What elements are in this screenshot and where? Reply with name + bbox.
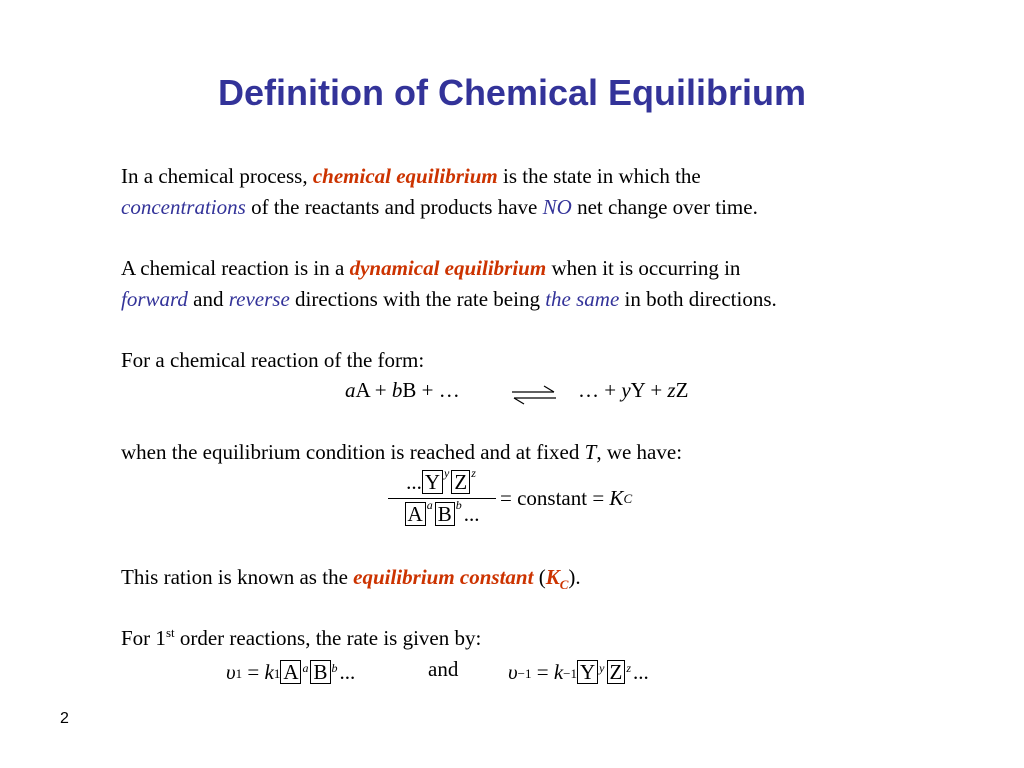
equilibrium-arrow-icon bbox=[510, 383, 558, 409]
text: net change over time. bbox=[571, 195, 758, 219]
term-forward: forward bbox=[121, 287, 188, 311]
ellipsis: + … bbox=[416, 378, 460, 402]
variable-t: T bbox=[584, 440, 597, 464]
text: when the equilibrium condition is reached and at fixed bbox=[121, 440, 585, 464]
reaction-right-side bbox=[578, 378, 688, 402]
paragraph-reaction-form: For a chemical reaction of the form: bbox=[121, 348, 425, 372]
species-y: Y bbox=[630, 378, 646, 402]
text: of the reactants and products have bbox=[245, 195, 543, 219]
equals: = bbox=[531, 660, 554, 684]
rate-equation-reverse: υ −1 = k −1 Y y Z z ... bbox=[508, 660, 649, 684]
ellipsis: … + bbox=[578, 378, 622, 402]
text: in both directions. bbox=[619, 287, 777, 311]
k-subscript: C bbox=[559, 577, 569, 593]
term-concentrations: concentrations bbox=[121, 195, 246, 219]
species-z: Z bbox=[675, 378, 689, 402]
exp-z: z bbox=[471, 466, 476, 480]
coef-z: z bbox=[667, 378, 676, 402]
species-a: A bbox=[355, 378, 370, 402]
conc-y: Y bbox=[422, 470, 443, 494]
text: For 1 bbox=[121, 626, 166, 650]
ellipsis: ... bbox=[633, 660, 649, 684]
reaction-left-side bbox=[345, 378, 460, 402]
conc-y: Y bbox=[577, 660, 598, 684]
k-symbol: K bbox=[609, 486, 624, 510]
text: is the state in which the bbox=[497, 164, 701, 188]
text: A chemical reaction is in a bbox=[121, 256, 350, 280]
text: ). bbox=[568, 565, 581, 589]
paragraph-first-order bbox=[121, 626, 481, 650]
page-number: 2 bbox=[60, 710, 69, 727]
exp-b: b bbox=[331, 661, 338, 675]
term-equilibrium-constant: equilibrium constant bbox=[353, 565, 534, 589]
slide-title: Definition of Chemical Equilibrium bbox=[217, 72, 807, 113]
k-symbol: K bbox=[545, 565, 560, 589]
equals: = bbox=[242, 660, 265, 684]
conc-a: A bbox=[280, 660, 301, 684]
paragraph-definition-line-2 bbox=[121, 195, 758, 219]
text: This ration is known as the bbox=[121, 565, 354, 589]
exp-a: a bbox=[426, 498, 433, 512]
paragraph-dynamic-line-1 bbox=[121, 256, 740, 280]
fraction bbox=[388, 466, 496, 527]
exp-b: b bbox=[455, 498, 462, 512]
exp-a: a bbox=[302, 661, 309, 675]
text: when it is occurring in bbox=[546, 256, 741, 280]
paragraph-definition-line-1 bbox=[121, 164, 701, 188]
text: , we have: bbox=[596, 440, 683, 464]
text: In a chemical process, bbox=[121, 164, 313, 188]
term-chemical-equilibrium: chemical equilibrium bbox=[312, 164, 498, 188]
term-dynamical-equilibrium: dynamical equilibrium bbox=[349, 256, 547, 280]
conc-b: B bbox=[435, 502, 455, 526]
conc-z: Z bbox=[451, 470, 470, 494]
coef-y: y bbox=[621, 378, 631, 402]
exp-y: y bbox=[599, 661, 605, 675]
conc-z: Z bbox=[607, 660, 626, 684]
exp-z: z bbox=[626, 661, 631, 675]
fraction-denominator bbox=[405, 498, 480, 527]
term-no: NO bbox=[542, 195, 572, 219]
text: ( bbox=[533, 565, 546, 589]
text: directions with the rate being bbox=[289, 287, 546, 311]
text: order reactions, the rate is given by: bbox=[174, 626, 482, 650]
k-symbol: k bbox=[264, 660, 274, 684]
term-reverse: reverse bbox=[228, 287, 290, 311]
coef-b: b bbox=[391, 378, 403, 402]
fraction-numerator bbox=[406, 466, 478, 495]
exp-y: y bbox=[444, 466, 450, 480]
paragraph-equilibrium-condition bbox=[121, 440, 682, 464]
conc-b: B bbox=[310, 660, 330, 684]
ellipsis: ... bbox=[406, 470, 422, 494]
plus: + bbox=[369, 378, 392, 402]
species-b: B bbox=[402, 378, 417, 402]
rate-symbol: υ bbox=[508, 660, 518, 684]
k-symbol: k bbox=[553, 660, 564, 684]
equilibrium-constant-equation: ... Y y Z z A a B b ... = constant = K C bbox=[388, 470, 632, 527]
equals-constant: = constant = bbox=[500, 486, 610, 510]
paragraph-equilibrium-constant bbox=[121, 565, 581, 593]
coef-a: a bbox=[345, 378, 356, 402]
paragraph-dynamic-line-2 bbox=[121, 287, 777, 311]
rate-symbol: υ bbox=[226, 660, 236, 684]
superscript: st bbox=[165, 625, 175, 640]
ellipsis: ... bbox=[339, 660, 356, 684]
fraction-bar bbox=[388, 498, 496, 499]
plus: + bbox=[645, 378, 668, 402]
rate-equation-forward: υ 1 = k 1 A a B b ... bbox=[226, 660, 355, 684]
conc-a: A bbox=[405, 502, 426, 526]
ellipsis: ... bbox=[463, 502, 480, 526]
term-the-same: the same bbox=[545, 287, 620, 311]
text: and bbox=[187, 287, 229, 311]
and-text: and bbox=[428, 657, 459, 681]
